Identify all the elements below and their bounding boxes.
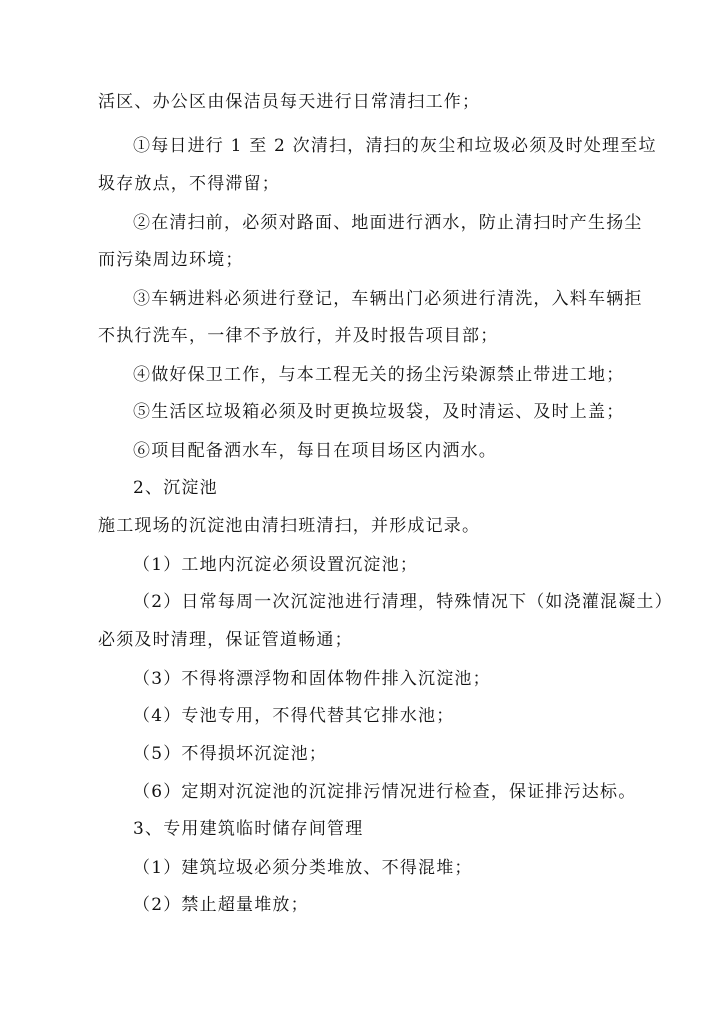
paragraph-line: 活区、办公区由保洁员每天进行日常清扫工作； (98, 92, 481, 112)
paragraph-line: （5）不得损坏沉淀池； (133, 744, 328, 764)
paragraph-line: 施工现场的沉淀池由清扫班清扫，并形成记录。 (98, 516, 481, 536)
paragraph-line: ③车辆进料必须进行登记，车辆出门必须进行清洗，入料车辆拒 (133, 289, 643, 309)
paragraph-line: （1）建筑垃圾必须分类堆放、不得混堆； (133, 858, 473, 878)
paragraph-line: 而污染周边环境； (98, 250, 244, 270)
paragraph-line: 必须及时清理，保证管道畅通； (98, 630, 353, 650)
paragraph-line: （6）定期对沉淀池的沉淀排污情况进行检查，保证排污达标。 (133, 782, 637, 802)
paragraph-line: ②在清扫前，必须对路面、地面进行洒水，防止清扫时产生扬尘 (133, 213, 643, 233)
paragraph-line: （3）不得将漂浮物和固体物件排入沉淀池； (133, 669, 491, 689)
paragraph-line: （4）专池专用，不得代替其它排水池； (133, 706, 455, 726)
paragraph-line: （1）工地内沉淀必须设置沉淀池； (133, 555, 419, 575)
paragraph-line: ④做好保卫工作，与本工程无关的扬尘污染源禁止带进工地； (133, 365, 625, 385)
paragraph-line: 圾存放点，不得滞留； (98, 174, 280, 194)
section-heading: 2、沉淀池 (133, 478, 218, 498)
paragraph-line: ①每日进行 1 至 2 次清扫，清扫的灰尘和垃圾必须及时处理至垃 (133, 136, 657, 156)
section-heading: 3、专用建筑临时储存间管理 (133, 819, 364, 839)
paragraph-line: ⑤生活区垃圾箱必须及时更换垃圾袋，及时清运、及时上盖； (133, 402, 625, 422)
paragraph-line: （2）日常每周一次沉淀池进行清理，特殊情况下（如浇灌混凝土） (133, 592, 673, 612)
paragraph-line: ⑥项目配备洒水车，每日在项目场区内洒水。 (133, 441, 497, 461)
paragraph-line: 不执行洗车，一律不予放行，并及时报告项目部； (98, 326, 499, 346)
paragraph-line: （2）禁止超量堆放； (133, 895, 309, 915)
